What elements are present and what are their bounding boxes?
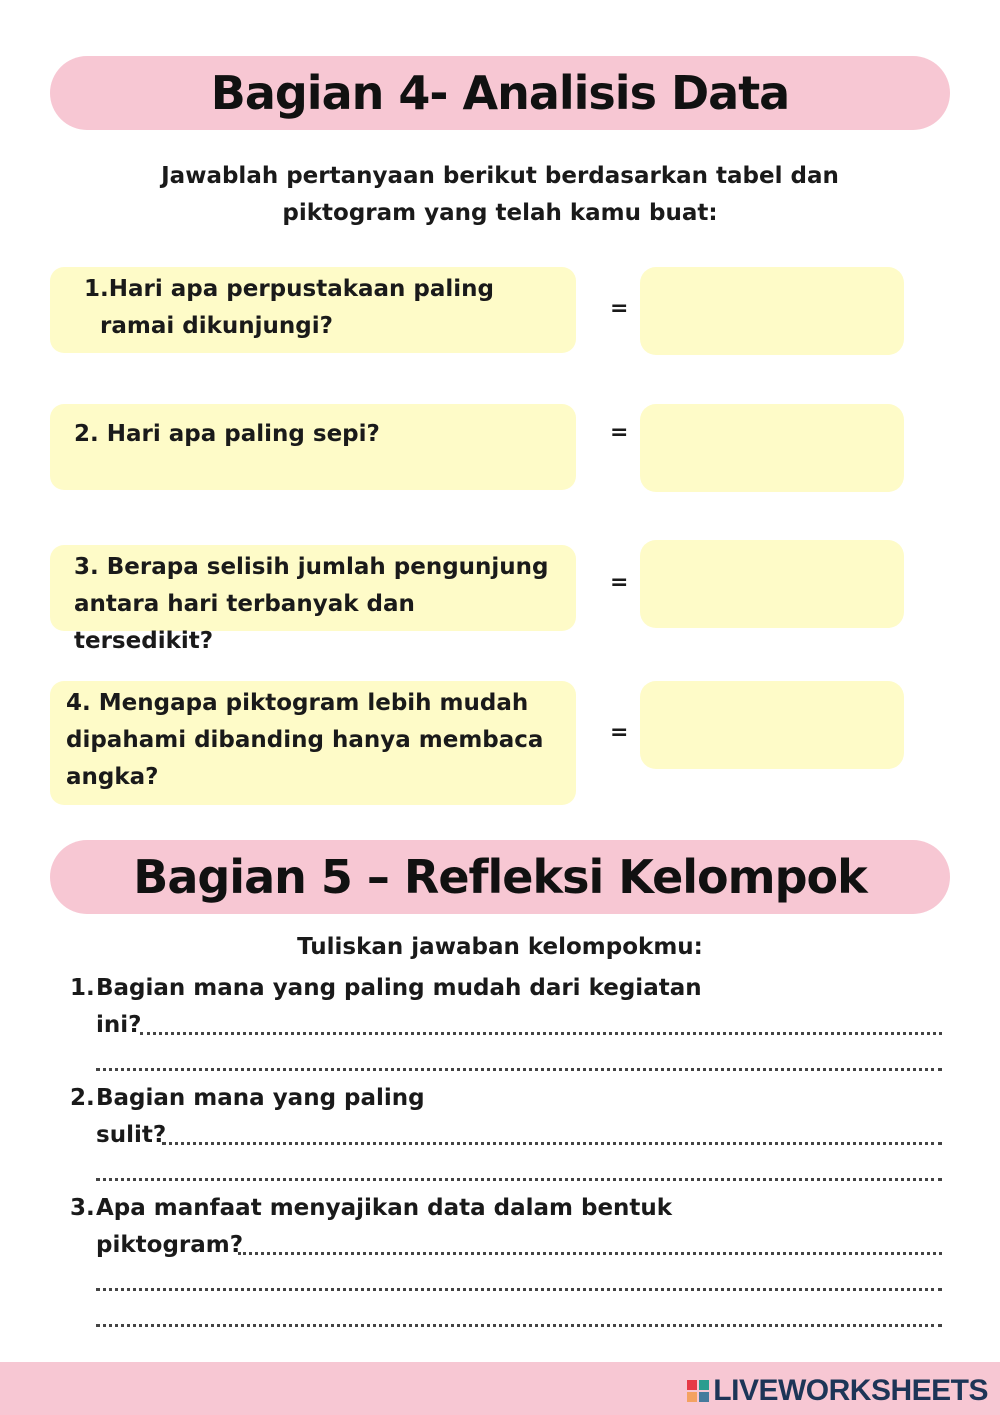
answer-2-input[interactable] — [640, 404, 904, 492]
logo-icon — [687, 1380, 709, 1402]
reflection-1-line-1: Bagian mana yang paling mudah dari kegiatan — [96, 975, 702, 1001]
question-1-line-2: ramai dikunjungi? — [100, 313, 333, 339]
question-3-number: 3. — [74, 554, 99, 580]
question-1-number: 1. — [84, 276, 109, 302]
intro-line-2: piktogram yang telah kamu buat: — [282, 200, 718, 226]
question-1-line-1: Hari apa perpustakaan paling — [108, 276, 495, 302]
logo-square-2 — [699, 1380, 709, 1390]
section5-subtitle: Tuliskan jawaban kelompokmu: — [297, 934, 703, 960]
equals-sign-1: = — [610, 296, 629, 321]
section4-title: Bagian 4- Analisis Data — [210, 66, 790, 120]
question-4-line-1: Mengapa piktogram lebih mudah — [98, 690, 529, 716]
answer-line-1b[interactable] — [96, 1066, 942, 1071]
section4-banner — [50, 56, 950, 130]
reflection-1-number: 1. — [70, 975, 95, 1001]
answer-line-1a[interactable] — [140, 1030, 942, 1035]
logo-square-4 — [699, 1392, 709, 1402]
equals-sign-4: = — [610, 720, 629, 745]
reflection-3-line-1: Apa manfaat menyajikan data dalam bentuk — [96, 1195, 673, 1221]
answer-line-2b[interactable] — [96, 1176, 942, 1181]
question-4-number: 4. — [66, 690, 91, 716]
answer-line-3c[interactable] — [96, 1322, 942, 1327]
answer-line-3b[interactable] — [96, 1286, 942, 1291]
answer-4-input[interactable] — [640, 681, 904, 769]
reflection-2-line-1: Bagian mana yang paling — [96, 1085, 425, 1111]
liveworksheets-logo[interactable] — [687, 1374, 988, 1408]
reflection-3-line-2: piktogram? — [96, 1232, 244, 1258]
logo-square-1 — [687, 1380, 697, 1390]
answer-line-3a[interactable] — [238, 1250, 942, 1255]
brand-name: LIVEWORKSHEETS — [713, 1374, 988, 1407]
question-2-box — [50, 404, 576, 490]
question-4-box — [50, 681, 576, 805]
question-3-line-1: Berapa selisih jumlah pengunjung — [106, 554, 549, 580]
reflection-2-line-2: sulit? — [96, 1122, 167, 1148]
question-3-line-2: antara hari terbanyak dan tersedikit? — [74, 591, 415, 654]
question-4-line-2: dipahami dibanding hanya membaca — [66, 727, 544, 753]
question-2-line-1: Hari apa paling sepi? — [106, 421, 380, 447]
section4-instructions — [150, 158, 850, 232]
equals-sign-2: = — [610, 420, 629, 445]
question-1-box — [50, 267, 576, 353]
reflection-2-number: 2. — [70, 1085, 95, 1111]
section5-title: Bagian 5 – Refleksi Kelompok — [133, 850, 867, 904]
reflection-1-line-2: ini? — [96, 1012, 142, 1038]
intro-line-1: Jawablah pertanyaan berikut berdasarkan tabel dan — [161, 163, 839, 189]
answer-1-input[interactable] — [640, 267, 904, 355]
answer-line-2a[interactable] — [162, 1140, 942, 1145]
section5-banner — [50, 840, 950, 914]
equals-sign-3: = — [610, 570, 629, 595]
question-4-line-3: angka? — [66, 764, 159, 790]
reflection-3-number: 3. — [70, 1195, 95, 1221]
footer-bar — [0, 1362, 1000, 1415]
logo-square-3 — [687, 1392, 697, 1402]
question-2-number: 2. — [74, 421, 99, 447]
answer-3-input[interactable] — [640, 540, 904, 628]
question-3-box — [50, 545, 576, 654]
